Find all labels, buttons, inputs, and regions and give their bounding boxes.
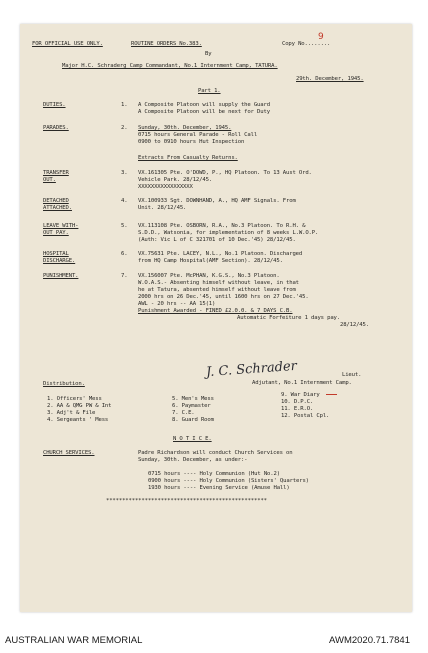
transfer-label-2: OUT. [43,177,56,183]
detached-number: 4. [121,198,128,204]
red-pencil-mark [326,394,337,395]
duties-label: DUTIES. [43,102,66,108]
detached-line-2: Unit. 28/12/45. [138,205,187,211]
parades-number: 2. [121,125,128,131]
distribution-item: 12. Postal Cpl. [281,413,330,419]
punishment-line-1: VX.156007 Pte. McPHAN, K.G.S., No.3 Platoon. [138,273,280,279]
distribution-item: 11. E.R.O. [281,406,314,412]
signatory-title: Adjutant, No.1 Internment Camp. [252,380,352,386]
hospital-line-2: from HQ Camp Hospital(AMF Section). 28/12/45. [138,258,283,264]
adjutant-signature: J. C. Schrader [205,358,298,381]
transfer-line-1: VX.161305 Pte. O'DOWD, P., HQ Platoon. To 13 Aust Ord. [138,170,312,176]
hospital-line-1: VX.75631 Pte. LACEY, N.L., No.1 Platoon. Discharged [138,251,303,257]
part-heading: Part 1. [198,88,221,94]
duties-line-1: A Composite Platoon will supply the Guard [138,102,270,108]
leave-number: 5. [121,223,128,229]
distribution-item: 10. D.P.C. [281,399,314,405]
hospital-number: 6. [121,251,128,257]
punishment-date: 28/12/45. [340,322,369,328]
by-line: By [205,51,212,57]
church-services-line-2: Sunday, 30th. December, as under:- [138,457,248,463]
detached-line-1: VX.100933 Sgt. DOWNHAND, A., HQ AMF Signals. From [138,198,296,204]
church-services-line-1: Padre Richardson will conduct Church Services on [138,450,293,456]
parades-line-2: 0715 hours General Parade - Roll Call [138,132,258,138]
order-date: 29th. December, 1945. [296,76,364,82]
punishment-number: 7. [121,273,128,279]
distribution-item: 1. Officers' Mess [47,396,102,402]
transfer-struck-line: XXXXXXXXXXXXXXXXX [138,184,193,190]
parades-line-3: 0900 to 0910 hours Hut Inspection [138,139,245,145]
punishment-line-6: Punishment Awarded - FINED £2.0.0. & 7 DAYS C.B. [138,308,293,314]
transfer-line-2: Vehicle Park. 28/12/45. [138,177,213,183]
service-row: 0900 hours ---- Holy Communion (Sisters' Quarters) [148,478,309,484]
service-row: 1930 hours ---- Evening Service (Amuse Hall) [148,485,290,491]
distribution-item: 2. AA & QMG PW & Int [47,403,112,409]
leave-label-1: LEAVE WITH- [43,223,79,229]
transfer-number: 3. [121,170,128,176]
church-services-label: CHURCH SERVICES. [43,450,95,456]
distribution-item: 6. Paymaster [172,403,211,409]
punishment-line-4: 2000 hrs on 26 Dec.'45, until 1600 hrs on 27 Dec.'45. [138,294,309,300]
punishment-line-2: W.O.A.S.- Absenting himself without leave, in that [138,280,299,286]
parades-label: PARADES. [43,125,69,131]
detached-label-1: DETACHED [43,198,69,204]
hospital-label-1: HOSPITAL [43,251,69,257]
copy-number-label: Copy No........ [282,41,331,47]
accession-number: AWM2020.71.7841 [329,635,410,646]
duties-number: 1. [121,102,128,108]
casualty-returns-heading: Extracts From Casualty Returns. [138,155,238,161]
parades-line-1: Sunday, 30th. December, 1945. [138,125,232,131]
leave-line-1: VX.113108 Pte. OSBORN, R.A., No.3 Platoon. To R.H. & [138,223,306,229]
distribution-item: 5. Men's Mess [172,396,214,402]
distribution-item: 8. Guard Room [172,417,214,423]
distribution-item: 3. Adj't & File [47,410,96,416]
distribution-item: 7. C.E. [172,410,195,416]
leave-line-3: (Auth: Vic L of C 321701 of 10 Dec.'45) 28/12/45. [138,237,296,243]
official-use-heading: FOR OFFICIAL USE ONLY. [32,41,103,47]
detached-label-2: ATTACHED. [43,205,72,211]
archive-credit: AUSTRALIAN WAR MEMORIAL [5,635,143,646]
service-row: 0715 hours ---- Holy Communion (Hut No.2) [148,471,280,477]
leave-label-2: OUT PAY. [43,230,69,236]
signatory-rank: Lieut. [342,372,362,378]
punishment-label: PUNISHMENT. [43,273,79,279]
hospital-label-2: DISCHARGE. [43,258,76,264]
routine-orders-number: ROUTINE ORDERS No.383. [131,41,202,47]
duties-line-2: A Composite Platoon will be next for Duty [138,109,270,115]
distribution-item: 9. War Diary [281,392,320,398]
leave-line-2: S.D.D., Watsonia, for implementation of 8 weeks L.W.O.P. [138,230,319,236]
distribution-item: 4. Sergeants ' Mess [47,417,109,423]
distribution-heading: Distribution. [43,381,85,387]
commandant-line: Major H.C. Schraderg Camp Commandant, No.1 Internment Camp, TATURA. [62,63,278,69]
punishment-line-5: AWL - 20 hrs -- AA 15(1) [138,301,216,307]
punishment-line-7: Automatic Forfeiture 1 days pay. [237,315,340,321]
notice-heading: N O T I C E. [173,436,212,442]
punishment-line-3: he at Tatura, absented himself without leave from [138,287,296,293]
closing-asterisk-rule: ************************************************** [106,498,267,504]
transfer-label-1: TRANSFER [43,170,69,176]
copy-number-handwritten: 9 [318,32,324,42]
